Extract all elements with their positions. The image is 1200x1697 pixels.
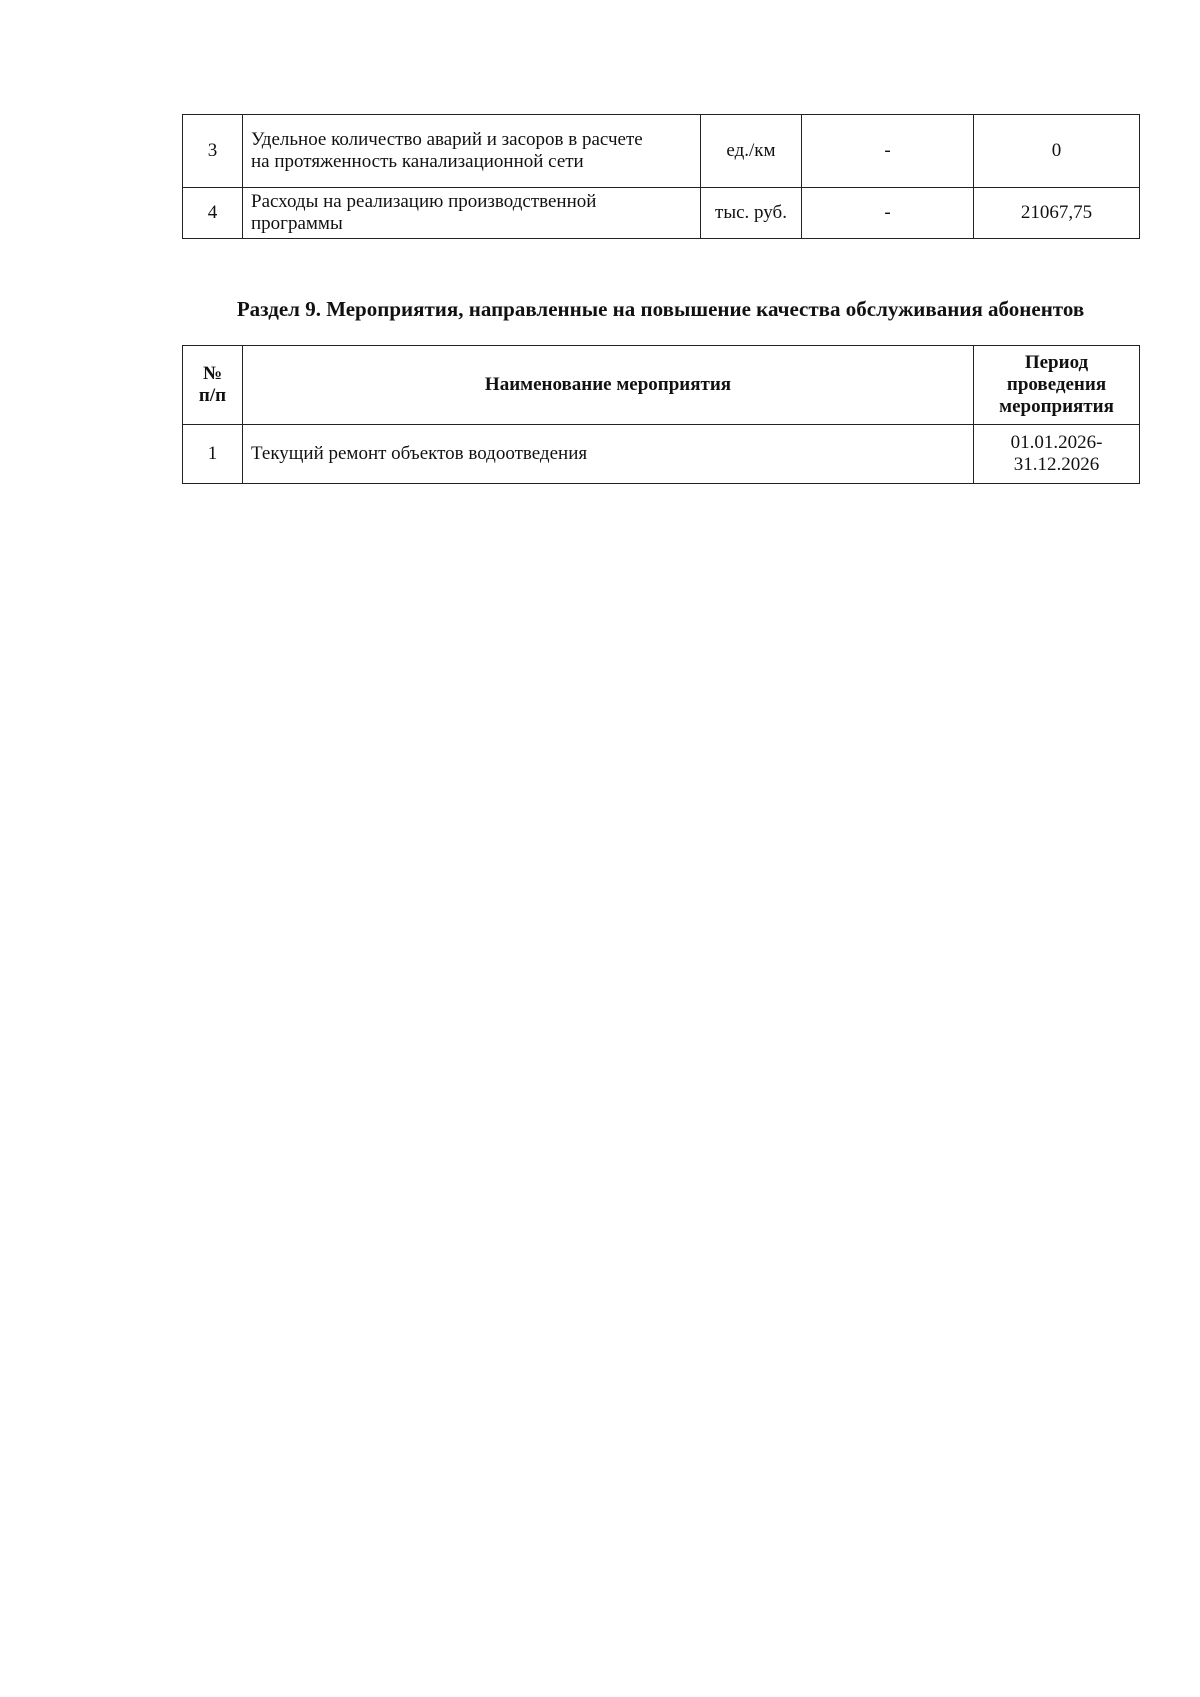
indicator-name-line: Расходы на реализацию производственной	[251, 191, 597, 212]
header-activity-name: Наименование мероприятия	[243, 346, 974, 425]
header-period-line: Период	[1024, 352, 1089, 373]
header-number-line: п/п	[198, 385, 227, 406]
row-number: 3	[183, 115, 243, 188]
row-number: 1	[183, 425, 243, 484]
activity-name: Текущий ремонт объектов водоотведения	[243, 425, 974, 484]
indicator-prev-value: -	[802, 115, 974, 188]
indicator-name-line: Удельное количество аварий и засоров в расчете	[251, 129, 643, 150]
indicator-unit: тыс. руб.	[701, 188, 802, 239]
header-number	[183, 346, 243, 425]
section-title: Раздел 9. Мероприятия, направленные на повышение качества обслуживания абонентов	[236, 297, 1085, 321]
row-number: 4	[183, 188, 243, 239]
activity-period-line: 31.12.2026	[1013, 454, 1100, 475]
indicator-prev-value: -	[802, 188, 974, 239]
indicator-name	[243, 115, 701, 188]
indicator-value: 21067,75	[974, 188, 1140, 239]
indicator-name-line: на протяженность канализационной сети	[251, 151, 584, 172]
activity-period-line: 01.01.2026-	[1010, 432, 1103, 453]
activity-period	[974, 425, 1140, 484]
table-row	[183, 115, 1140, 188]
indicators-table	[182, 114, 1140, 239]
indicator-name	[243, 188, 701, 239]
activities-table	[182, 345, 1140, 484]
header-period	[974, 346, 1140, 425]
table-row	[183, 425, 1140, 484]
table-header-row	[183, 346, 1140, 425]
header-number-line: №	[202, 363, 223, 384]
indicator-name-line: программы	[251, 213, 343, 234]
table-row	[183, 188, 1140, 239]
indicator-unit: ед./км	[701, 115, 802, 188]
header-period-line: проведения	[1006, 374, 1107, 395]
indicator-value: 0	[974, 115, 1140, 188]
header-period-line: мероприятия	[999, 396, 1114, 417]
